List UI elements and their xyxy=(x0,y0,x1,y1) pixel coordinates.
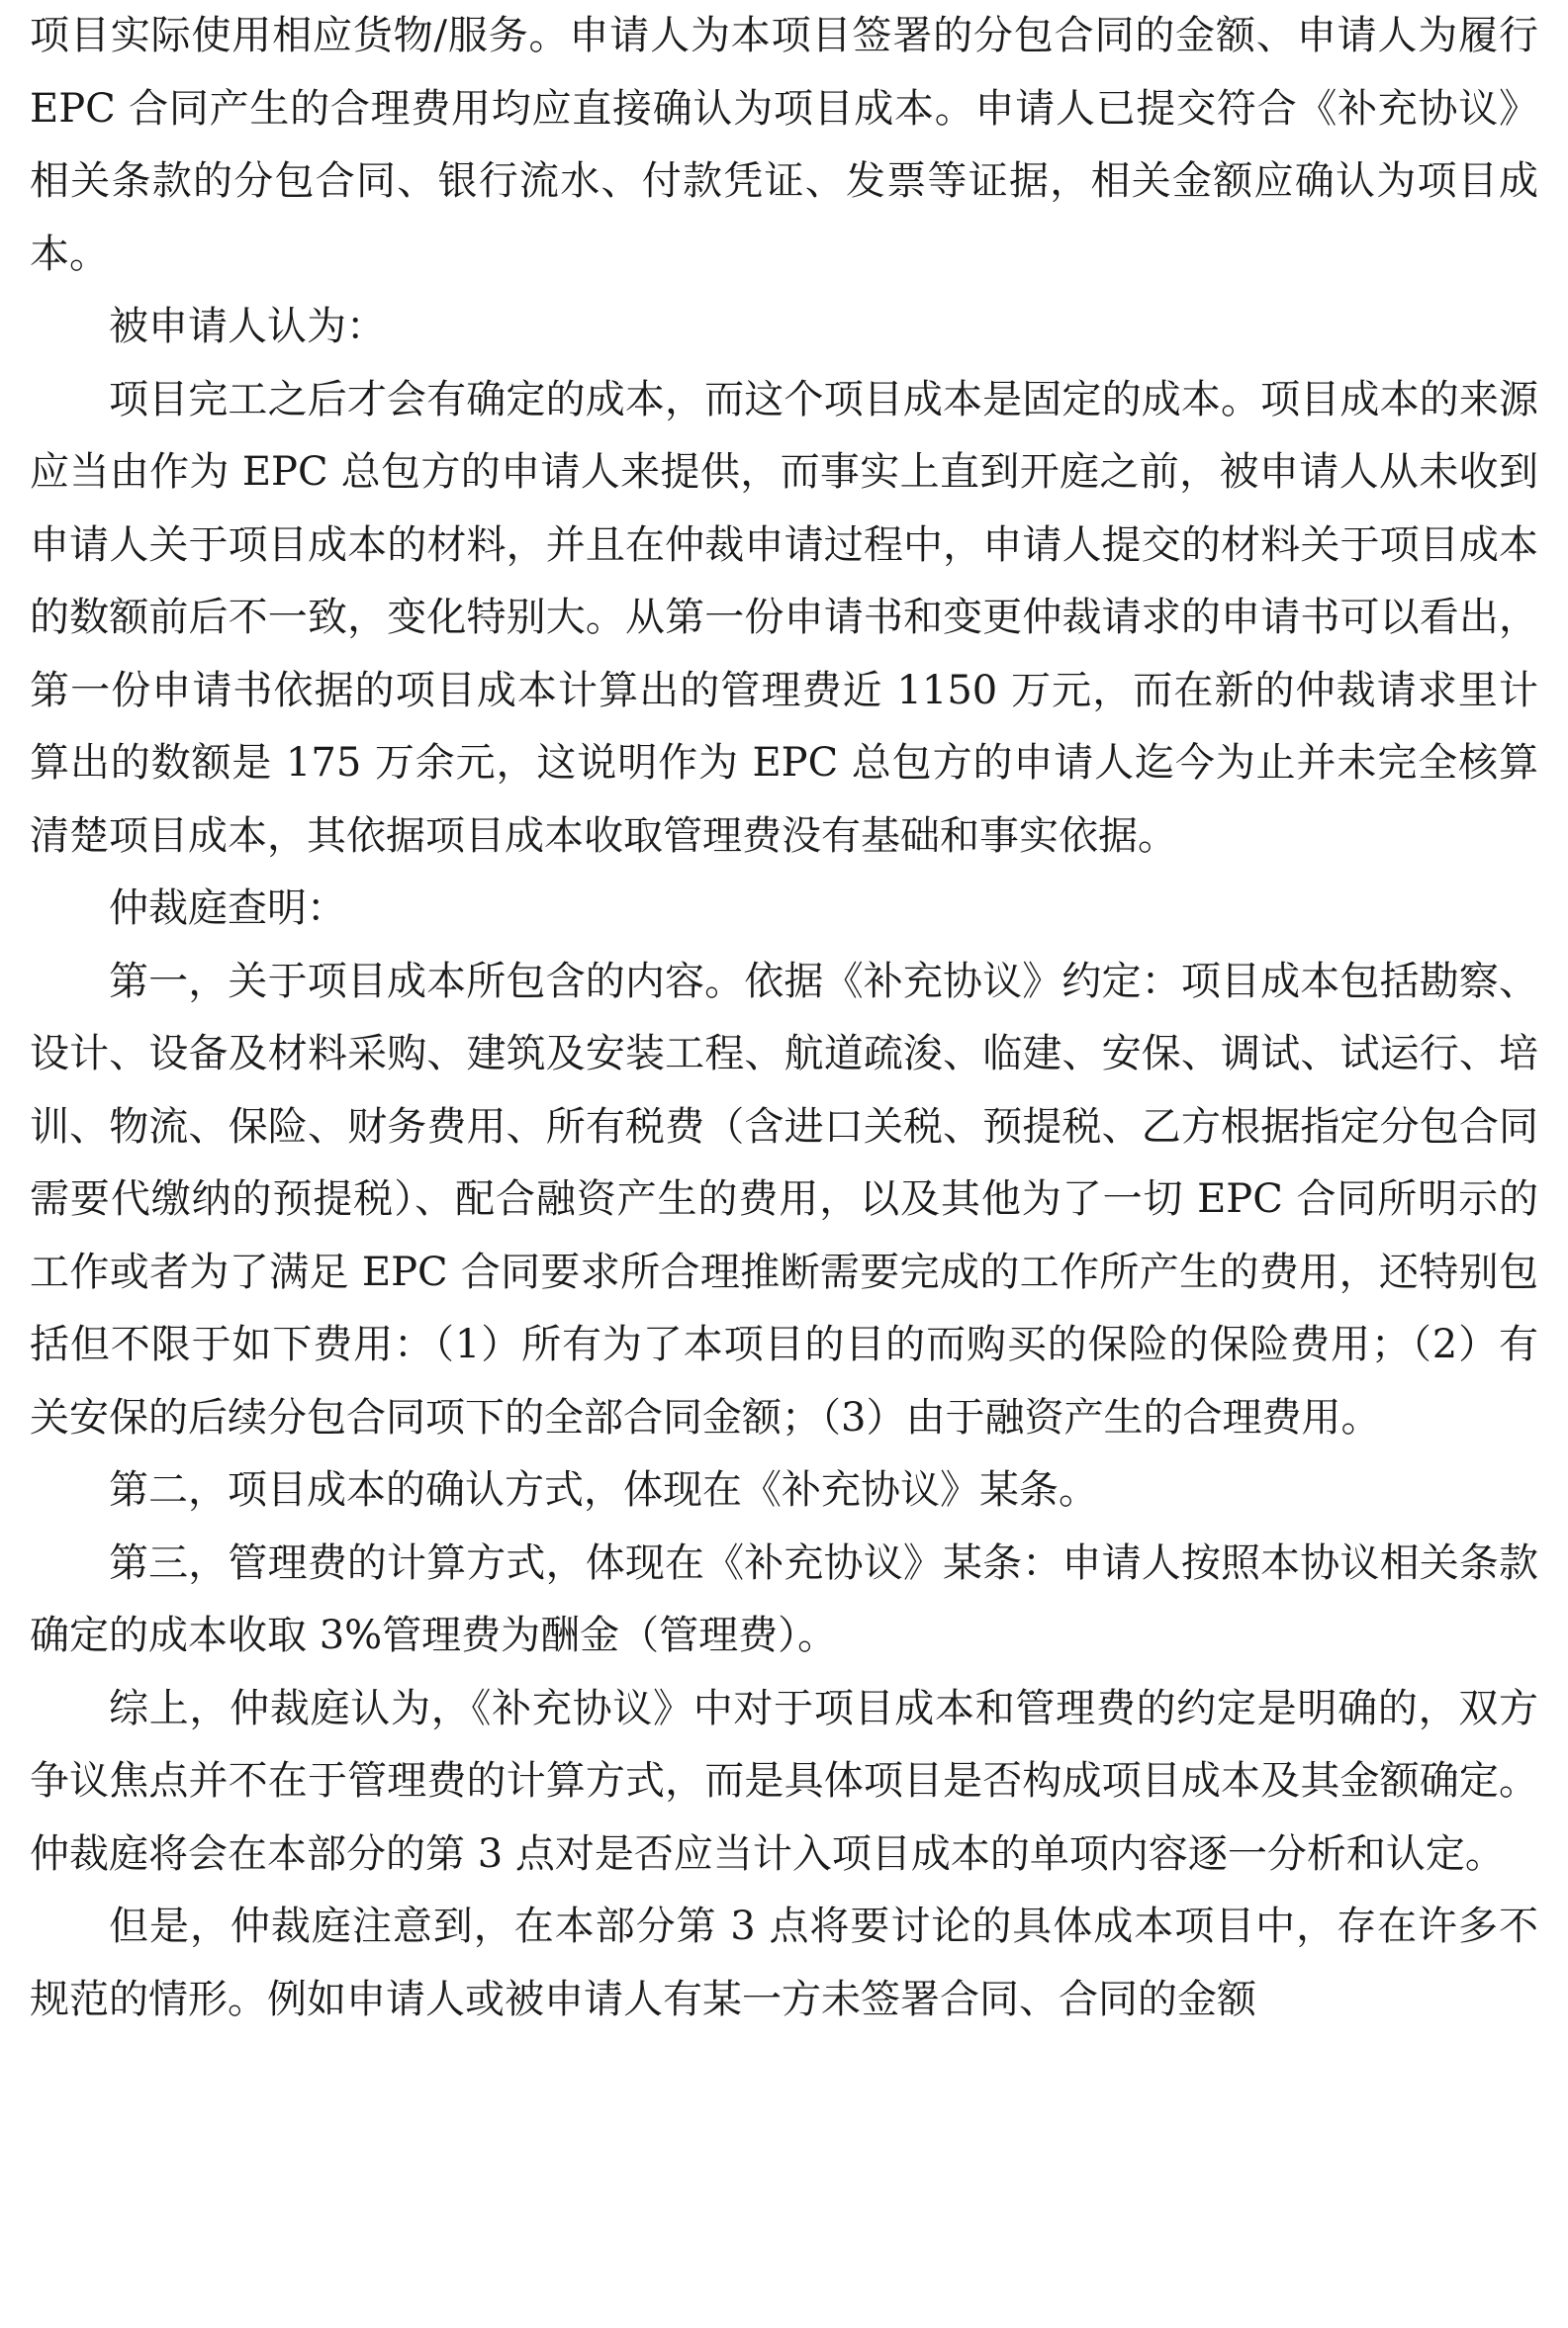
paragraph-6: 第二，项目成本的确认方式，体现在《补充协议》某条。 xyxy=(109,1467,1098,1513)
paragraph-1: 项目实际使用相应货物/服务。申请人为本项目签署的分包合同的金额、申请人为履行 EPC 合同产生的合理费用均应直接确认为项目成本。申请人已提交符合《补充协议》相关条款的分包合同、银行流水、付款凭证、发票等证据，相关金额应确认为项目成本。 xyxy=(30,13,1538,277)
paragraph-8: 综上，仲裁庭认为，《补充协议》中对于项目成本和管理费的约定是明确的，双方争议焦点并不在于管理费的计算方式，而是具体项目是否构成项目成本及其金额确定。仲裁庭将会在本部分的第 3 点对是否应当计入项目成本的单项内容逐一分析和认定。 xyxy=(30,1685,1538,1877)
paragraph-3: 项目完工之后才会有确定的成本，而这个项目成本是固定的成本。项目成本的来源应当由作为 EPC 总包方的申请人来提供，而事实上直到开庭之前，被申请人从未收到申请人关于项目成本的材料，并且在仲裁申请过程中，申请人提交的材料关于项目成本的数额前后不一致，变化特别大。从第一份申请书和变更仲裁请求的申请书可以看出，第一份申请书依据的项目成本计算出的管理费近 1150 万元，而在新的仲裁请求里计算出的数额是 175 万余元，这说明作为 EPC 总包方的申请人迄今为止并未完全核算清楚项目成本，其依据项目成本收取管理费没有基础和事实依据。 xyxy=(30,376,1538,859)
paragraph-2: 被申请人认为： xyxy=(109,304,386,349)
paragraph-9: 但是，仲裁庭注意到，在本部分第 3 点将要讨论的具体成本项目中，存在许多不规范的情形。例如申请人或被申请人有某一方未签署合同、合同的金额 xyxy=(30,1904,1538,2022)
paragraph-5: 第一，关于项目成本所包含的内容。依据《补充协议》约定：项目成本包括勘察、设计、设备及材料采购、建筑及安装工程、航道疏浚、临建、安保、调试、试运行、培训、物流、保险、财务费用、所有税费（含进口关税、预提税、乙方根据指定分包合同需要代缴纳的预提税）、配合融资产生的费用，以及其他为了一切 EPC 合同所明示的工作或者为了满足 EPC 合同要求所合理推断需要完成的工作所产生的费用，还特别包括但不限于如下费用：（1）所有为了本项目的目的而购买的保险的保险费用；（2）有关安保的后续分包合同项下的全部合同金额；（3）由于融资产生的合理费用。 xyxy=(30,958,1538,1441)
paragraph-7: 第三，管理费的计算方式，体现在《补充协议》某条：申请人按照本协议相关条款确定的成本收取 3%管理费为酬金（管理费）。 xyxy=(30,1539,1538,1658)
document-page xyxy=(30,0,1538,2036)
paragraph-4: 仲裁庭查明： xyxy=(109,885,346,931)
